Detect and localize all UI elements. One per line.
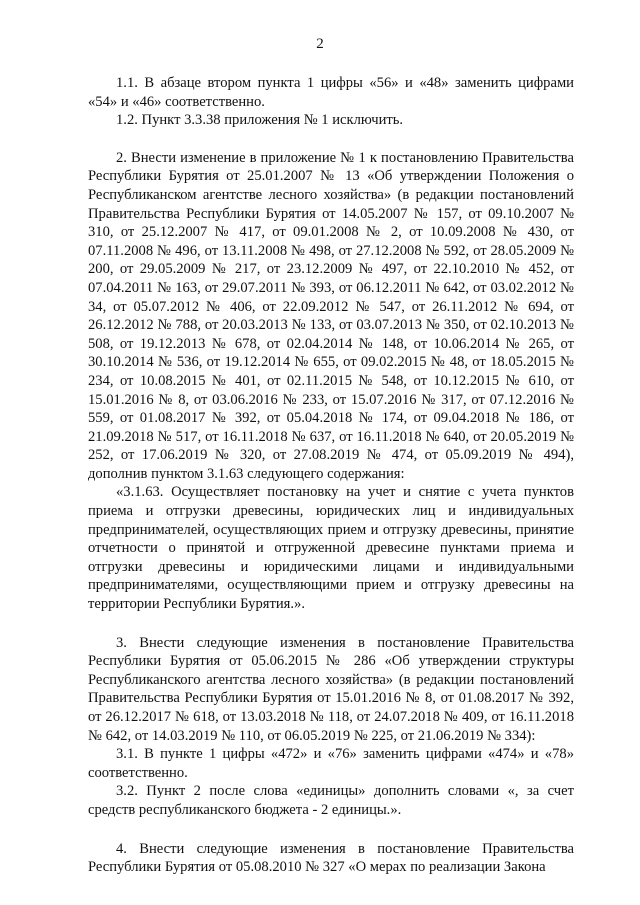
paragraph-3-2: 3.2. Пункт 2 после слова «единицы» дополнить словами «, за счет средств республиканского бюджета - 2 единицы.». [88,783,574,818]
paragraph-4: 4. Внести следующие изменения в постановление Правительства Республики Бурятия от 05.08.2010 № 327 «О мерах по реализации Закона [88,840,574,876]
paragraph-gap [88,130,574,149]
paragraph-2: 2. Внести изменение в приложение № 1 к постановлению Правительства Республики Бурятия от 25.01.2007 № 13 «Об утверждении Положения о Республиканском агентстве лесного хозяйства» (в редакции постановлений Правительства Республики Бурятия от 14.05.2007 № 157, от 09.10.2007 № 310, от 25.12.2007 № 417, от 09.01.2008 № 2, от 10.09.2008 № 430, от 07.11.2008 № 496, от 13.11.2008 № 498, от 27.12.2008 № 592, от 28.05.2009 № 200, от 29.05.2009 № 217, от 23.12.2009 № 497, от 22.10.2010 № 452, от 07.04.2011 № 163, от 29.07.2011 № 393, от 06.12.2011 № 642, от 03.02.2012 № 34, от 05.07.2012 № 406, от 22.09.2012 № 547, от 26.11.2012 № 694, от 26.12.2012 № 788, от 20.03.2013 № 133, от 03.07.2013 № 350, от 02.10.2013 № 508, от 19.12.2013 № 678, от 02.04.2014 № 148, от 10.06.2014 № 265, от 30.10.2014 № 536, от 19.12.2014 № 655, от 09.02.2015 № 48, от 18.05.2015 № 234, от 10.08.2015 № 401, от 02.11.2015 № 548, от 10.12.2015 № 610, от 15.01.2016 № 8, от 03.06.2016 № 233, от 15.07.2016 № 317, от 07.12.2016 № 559, от 01.08.2017 № 392, от 05.04.2018 № 174, от 09.04.2018 № 186, от 21.09.2018 № 517, от 16.11.2018 № 637, от 16.11.2018 № 640, от 20.05.2019 № 252, от 17.06.2019 № 320, от 27.08.2019 № 474, от 05.09.2019 № 494), дополнив пунктом 3.1.63 следующего содержания: [88,149,574,482]
document-body [88,74,574,877]
paragraph-gap [88,614,574,634]
paragraph-gap [88,820,574,840]
page-number: 2 [316,36,324,52]
paragraph-3-1: 3.1. В пункте 1 цифры «472» и «76» заменить цифрами «474» и «78» соответственно. [88,746,574,781]
paragraph-1-1: 1.1. В абзаце втором пункта 1 цифры «56» и «48» заменить цифрами «54» и «46» соответственно. [88,75,574,110]
paragraph-3: 3. Внести следующие изменения в постановление Правительства Республики Бурятия от 05.06.2015 № 286 «Об утверждении структуры Республиканского агентства лесного хозяйства» (в редакции постановлений Правительства Республики Бурятия от 15.01.2016 № 8, от 01.08.2017 № 392, от 26.12.2017 № 618, от 13.03.2018 № 118, от 24.07.2018 № 409, от 16.11.2018 № 642, от 14.03.2019 № 110, от 06.05.2019 № 225, от 21.06.2019 № 334): [88,634,574,744]
paragraph-1-2: 1.2. Пункт 3.3.38 приложения № 1 исключить. [116,112,404,129]
paragraph-2-quote: «3.1.63. Осуществляет постановку на учет и снятие с учета пунктов приема и отгрузки древесины, юридических лиц и индивидуальных предпринимателей, осуществляющих прием и отгрузку древесины, принятие отчетности о принятой и отгруженной древесине пунктами приема и отгрузки древесины и юридическими лицами и индивидуальными предпринимателями, осуществляющими прием и отгрузку древесины на территории Республики Бурятия.». [88,484,574,613]
